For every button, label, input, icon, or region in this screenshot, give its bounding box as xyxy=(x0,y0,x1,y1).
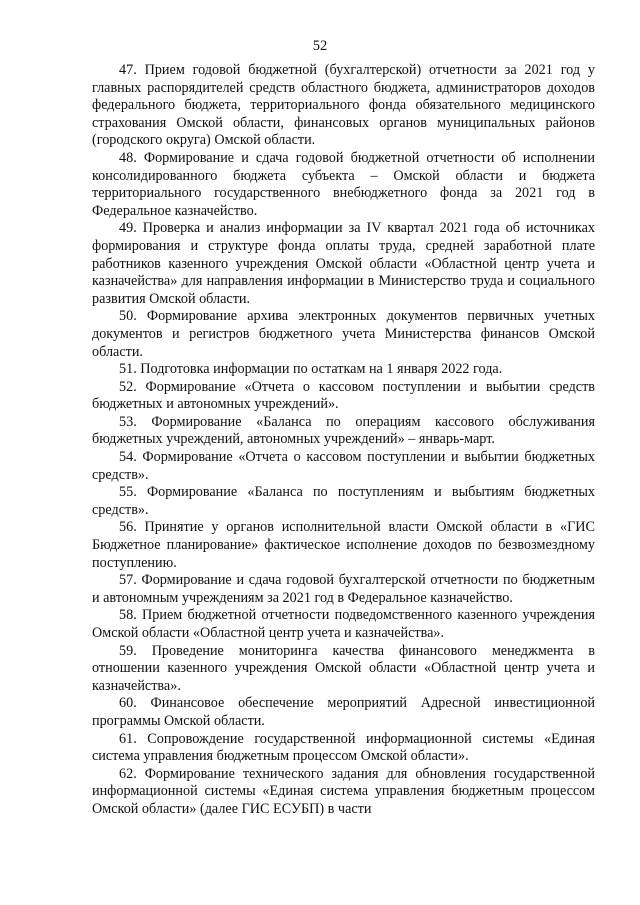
item-number: 53. xyxy=(119,413,137,430)
list-item-50 xyxy=(92,308,595,361)
item-text: Подготовка информации по остаткам на 1 января 2022 года. xyxy=(140,361,503,378)
item-number: 51. xyxy=(119,361,137,378)
item-text: Формирование архива электронных документов первичных учетных документов и регистров бюджетного учета Министерства финансов Омской области. xyxy=(92,308,596,360)
item-text: Проведение мониторинга качества финансового менеджмента в отношении казенного учреждения Омской области «Областной центр учета и казначейства». xyxy=(92,642,596,694)
item-text: Формирование «Баланса по поступлениям и выбытиям бюджетных средств». xyxy=(92,484,596,518)
list-item-58 xyxy=(92,607,595,642)
list-item-47 xyxy=(92,62,595,150)
item-text: Финансовое обеспечение мероприятий Адресной инвестиционной программы Омской области. xyxy=(92,695,596,729)
item-number: 59. xyxy=(119,642,137,659)
item-text: Прием годовой бюджетной (бухгалтерской) отчетности за 2021 год у главных распорядителей средств областного бюджета, администраторов доходов федерального бюджета, территориального фонда обязательного медицинского страхования Омской области, финансовых органов муниципальных районов (городского округа) Омской области. xyxy=(92,62,596,149)
item-text: Принятие у органов исполнительной власти Омской области в «ГИС Бюджетное планирование» фактическое исполнение доходов по безвозмездному поступлению. xyxy=(92,519,595,571)
item-text: Формирование «Отчета о кассовом поступлении и выбытии средств бюджетных и автономных учреждений». xyxy=(92,378,596,413)
item-text: Формирование и сдача годовой бюджетной отчетности об исполнении консолидированного бюджета субъекта – Омской области и бюджета территориального государственного внебюджетного фонда за 2021 год в Федеральное казначейство. xyxy=(92,149,595,219)
item-text: Прием бюджетной отчетности подведомственного казенного учреждения Омской области «Областной центр учета и казначейства». xyxy=(92,607,596,641)
item-number: 49. xyxy=(119,220,137,237)
list-item-53 xyxy=(92,414,595,449)
item-number: 50. xyxy=(119,308,137,325)
list-item-60 xyxy=(92,695,595,730)
list-item-56 xyxy=(92,519,595,572)
item-text: Формирование технического задания для обновления государственной информационной системы «Единая система управления бюджетным процессом Омской области» (далее ГИС ЕСУБП) в части xyxy=(92,765,596,817)
list-item-62 xyxy=(92,766,595,819)
list-item-48 xyxy=(92,150,595,220)
item-number: 54. xyxy=(119,449,137,466)
item-number: 55. xyxy=(119,484,137,501)
item-number: 62. xyxy=(119,765,137,782)
list-item-61 xyxy=(92,731,595,766)
list-item-54 xyxy=(92,449,595,484)
item-text: Сопровождение государственной информационной системы «Единая система управления бюджетным процессом Омской области». xyxy=(92,730,595,765)
item-number: 60. xyxy=(119,695,137,712)
item-number: 57. xyxy=(119,572,137,589)
item-text: Формирование «Отчета о кассовом поступлении и выбытии бюджетных средств». xyxy=(92,449,595,483)
item-text: Проверка и анализ информации за IV квартал 2021 года об источниках формирования и структуре фонда оплаты труда, средней заработной плате работников казенного учреждения Омской области «Областной центр учета и казначейства» для направления информации в Министерство труда и социального развития Омской области. xyxy=(92,220,596,307)
list-item-51 xyxy=(92,361,595,379)
page-number: 52 xyxy=(312,38,328,54)
item-number: 52. xyxy=(119,378,137,395)
item-number: 48. xyxy=(119,149,137,166)
list-item-52 xyxy=(92,379,595,414)
list-item-55 xyxy=(92,484,595,519)
item-number: 56. xyxy=(119,519,137,536)
item-number: 61. xyxy=(119,730,137,747)
list-item-59 xyxy=(92,643,595,696)
item-text: Формирование «Баланса по операциям кассового обслуживания бюджетных учреждений, автономных учреждений» – январь-март. xyxy=(92,413,595,448)
list-item-49 xyxy=(92,220,595,308)
item-number: 47. xyxy=(119,62,137,78)
item-text: Формирование и сдача годовой бухгалтерской отчетности по бюджетным и автономным учреждениям за 2021 год в Федеральное казначейство. xyxy=(92,572,595,606)
item-list xyxy=(92,62,595,819)
item-number: 58. xyxy=(119,607,137,624)
list-item-57 xyxy=(92,572,595,607)
